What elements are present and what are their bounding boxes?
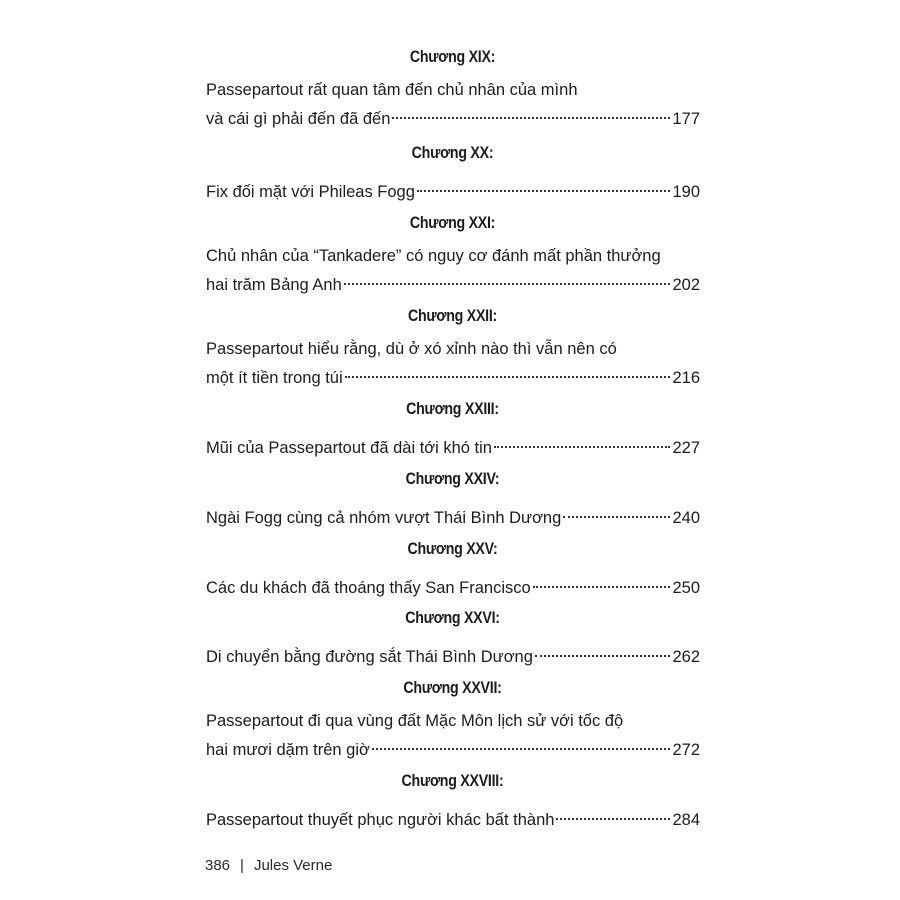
chapter-heading: Chương XX: (411, 144, 494, 162)
chapter-heading: Chương XXIII: (406, 400, 499, 418)
chapter-title-line: Passepartout thuyết phục người khác bất thành (206, 811, 555, 829)
page-number: 227 (672, 439, 700, 457)
toc-entry-row[interactable] (206, 175, 700, 201)
chapter-heading: Chương XXVI: (405, 609, 500, 627)
dot-leader (556, 803, 670, 825)
footer-page-number: 386 (205, 857, 231, 874)
dot-leader (417, 175, 671, 197)
chapter-title-line: Các du khách đã thoáng thấy San Francisco (206, 579, 531, 597)
dot-leader (372, 733, 671, 755)
toc-entry-row[interactable] (206, 268, 700, 294)
chapter-title-line: Passepartout hiểu rằng, dù ở xó xỉnh nào thì vẫn nên có (206, 340, 617, 358)
page-number: 272 (672, 741, 700, 759)
chapter-title-line: hai mươi dặm trên giờ (206, 741, 370, 759)
toc-entry-row[interactable] (206, 571, 700, 597)
toc-entry-row[interactable] (206, 431, 700, 457)
dot-leader (345, 361, 671, 383)
page-number: 190 (672, 183, 700, 201)
chapter-heading: Chương XXIV: (405, 470, 500, 488)
dot-leader (563, 501, 670, 523)
chapter-heading: Chương XIX: (409, 48, 496, 66)
chapter-title-line: Chủ nhân của “Tankadere” có nguy cơ đánh mất phần thưởng (206, 247, 661, 265)
chapter-title-line: Fix đối mặt với Phileas Fogg (206, 183, 415, 201)
chapter-title-line: Di chuyển bằng đường sắt Thái Bình Dương (206, 648, 533, 666)
toc-entry-row[interactable] (206, 640, 700, 666)
chapter-title-line: và cái gì phải đến đã đến (206, 110, 391, 128)
page-number: 262 (672, 648, 700, 666)
chapter-title-line: Ngài Fogg cùng cả nhóm vượt Thái Bình Dương (206, 509, 562, 527)
page-number: 240 (672, 509, 700, 527)
chapter-title-line: một ít tiền trong túi (206, 369, 343, 387)
dot-leader (392, 102, 670, 124)
chapter-heading: Chương XXVIII: (401, 772, 504, 790)
chapter-title-line: Passepartout rất quan tâm đến chủ nhân của mình (206, 81, 578, 99)
chapter-heading: Chương XXII: (407, 307, 498, 325)
footer-author: Jules Verne (253, 857, 333, 874)
page-number: 177 (672, 110, 700, 128)
footer-separator: | (240, 857, 244, 874)
page-footer (205, 856, 332, 876)
chapter-title-line: Mũi của Passepartout đã dài tới khó tin (206, 439, 492, 457)
toc-entry-row[interactable] (206, 803, 700, 829)
toc-entry-row[interactable] (206, 733, 700, 759)
toc-entry-row[interactable] (206, 102, 700, 128)
page-number: 250 (672, 579, 700, 597)
page-number: 284 (672, 811, 700, 829)
chapter-title-line: hai trăm Bảng Anh (206, 276, 342, 294)
dot-leader (535, 640, 671, 662)
chapter-title-line: Passepartout đi qua vùng đất Mặc Môn lịch sử với tốc độ (206, 712, 624, 730)
dot-leader (494, 431, 670, 453)
dot-leader (344, 268, 671, 290)
toc-entry-row[interactable] (206, 361, 700, 387)
toc-entry-row[interactable] (206, 501, 700, 527)
chapter-heading: Chương XXV: (407, 540, 498, 558)
chapter-heading: Chương XXVII: (403, 679, 502, 697)
page-number: 216 (672, 369, 700, 387)
chapter-heading: Chương XXI: (409, 214, 496, 232)
dot-leader (533, 571, 671, 593)
page-number: 202 (672, 276, 700, 294)
